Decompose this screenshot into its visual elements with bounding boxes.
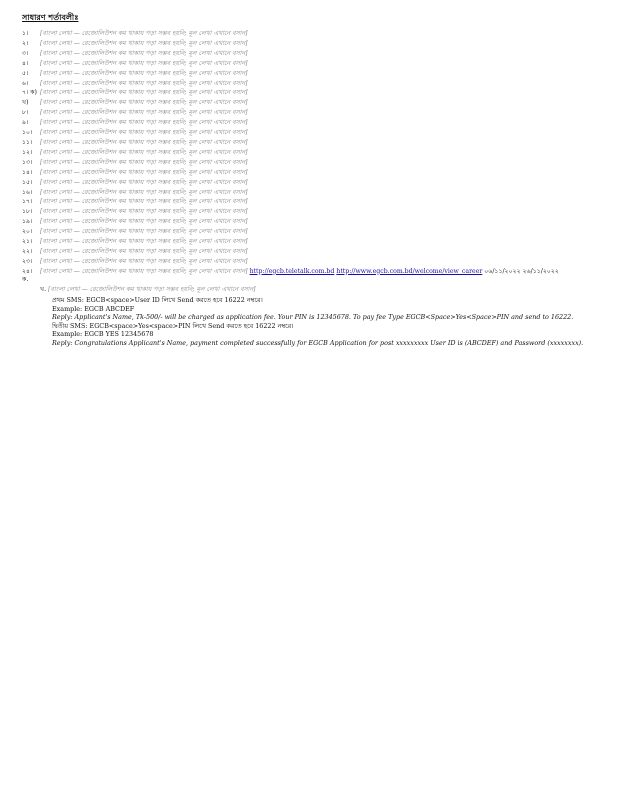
clause-item (22, 238, 602, 246)
clause-number: ১৮। (22, 208, 33, 216)
clause-item (22, 89, 602, 97)
sms-first-step: প্রথম SMS: EGCB<space>User ID লিখে Send করতে হবে 16222 নম্বরে। (52, 295, 263, 304)
clause-item (22, 258, 602, 266)
teletalk-link[interactable]: http://egcb.teletalk.com.bd (249, 267, 335, 275)
clause-placeholder: [বাংলা লেখা — রেজোলিউশন কম থাকায় পড়া সম্ভব হয়নি; মূল লেখা এখানে বসান] (40, 119, 248, 127)
clause-item (22, 179, 602, 187)
clause-item (22, 159, 602, 167)
clause-placeholder: [বাংলা লেখা — রেজোলিউশন কম থাকায় পড়া সম্ভব হয়নি; মূল লেখা এখানে বসান] (40, 49, 248, 57)
page-heading: সাধারণ শর্তাবলীঃ (22, 12, 79, 22)
clause-placeholder: [বাংলা লেখা — রেজোলিউশন কম থাকায় পড়া সম্ভব হয়নি; মূল লেখা এখানে বসান] (40, 39, 248, 47)
clause-placeholder: [বাংলা লেখা — রেজোলিউশন কম থাকায় পড়া সম্ভব হয়নি; মূল লেখা এখানে বসান] (40, 218, 248, 226)
clause-placeholder: [বাংলা লেখা — রেজোলিউশন কম থাকায় পড়া সম্ভব হয়নি; মূল লেখা এখানে বসান] (40, 138, 248, 146)
clause-placeholder: [বাংলা লেখা — রেজোলিউশন কম থাকায় পড়া সম্ভব হয়নি; মূল লেখা এখানে বসান] (40, 69, 248, 77)
career-link[interactable]: http://www.egcb.com.bd/welcome/view_career (336, 267, 483, 275)
clause-number: ৯। (22, 119, 29, 127)
sms-label: খ. (40, 286, 47, 294)
clause-placeholder: [বাংলা লেখা — রেজোলিউশন কম থাকায় পড়া সম্ভব হয়নি; মূল লেখা এখানে বসান] (40, 168, 248, 176)
clause-item (22, 189, 602, 197)
clause-placeholder: [বাংলা লেখা — রেজোলিউশন কম থাকায় পড়া সম্ভব হয়নি; মূল লেখা এখানে বসান] (40, 79, 248, 87)
clause-number: ৭। ক) (22, 89, 37, 97)
clause-number: ১৭। (22, 198, 33, 206)
clause-placeholder: [বাংলা লেখা — রেজোলিউশন কম থাকায় পড়া সম্ভব হয়নি; মূল লেখা এখানে বসান] (40, 158, 248, 166)
clause-placeholder: [বাংলা লেখা — রেজোলিউশন কম থাকায় পড়া সম্ভব হয়নি; মূল লেখা এখানে বসান] (40, 267, 248, 275)
sms-placeholder: [বাংলা লেখা — রেজোলিউশন কম থাকায় পড়া সম্ভব হয়নি; মূল লেখা এখানে বসান] (48, 286, 256, 294)
clause-number: ২২। (22, 247, 33, 255)
clause-item (22, 208, 602, 216)
clause-number: ২৪। ক. (22, 267, 33, 284)
clause-number: ১১। (22, 138, 33, 146)
clause-number: ১৯। (22, 218, 33, 226)
start-date: ০৬/১১/২০২২ (484, 267, 521, 275)
clause-item (22, 228, 602, 236)
clause-number: ১। (22, 30, 29, 37)
clause-placeholder: [বাংলা লেখা — রেজোলিউশন কম থাকায় পড়া সম্ভব হয়নি; মূল লেখা এখানে বসান] (40, 129, 248, 137)
clause-item (22, 218, 602, 226)
clause-item (22, 80, 602, 88)
clause-item (22, 119, 602, 127)
clause-placeholder: [বাংলা লেখা — রেজোলিউশন কম থাকায় পড়া সম্ভব হয়নি; মূল লেখা এখানে বসান] (40, 228, 248, 236)
clause-number: ১৩। (22, 158, 33, 166)
clause-item (22, 40, 602, 48)
sms-reply-2: Reply: Congratulations Applicant's Name, payment completed successfully for EGCB Application for post xxxxxxxxx User ID is (ABCDEF) and Password (xxxxxxxx). (52, 338, 584, 347)
clause-placeholder: [বাংলা লেখা — রেজোলিউশন কম থাকায় পড়া সম্ভব হয়নি; মূল লেখা এখানে বসান] (40, 59, 248, 67)
clause-placeholder: [বাংলা লেখা — রেজোলিউশন কম থাকায় পড়া সম্ভব হয়নি; মূল লেখা এখানে বসান] (40, 178, 248, 186)
clause-placeholder: [বাংলা লেখা — রেজোলিউশন কম থাকায় পড়া সম্ভব হয়নি; মূল লেখা এখানে বসান] (40, 238, 248, 246)
clause-text (40, 268, 602, 285)
clause-item (22, 99, 602, 107)
clause-number: ৩। (22, 49, 29, 57)
clause-item (22, 60, 602, 68)
clause-number: ৪। (22, 59, 29, 67)
clause-placeholder: [বাংলা লেখা — রেজোলিউশন কম থাকায় পড়া সম্ভব হয়নি; মূল লেখা এখানে বসান] (40, 247, 248, 255)
clause-item (22, 129, 602, 137)
clause-number: ১৬। (22, 188, 33, 196)
clause-number: ২৩। (22, 257, 33, 265)
clause-number: ১৪। (22, 168, 33, 176)
clause-item (22, 248, 602, 256)
clause-item (22, 149, 602, 157)
clause-number: ২। (22, 39, 29, 47)
clause-placeholder: [বাংলা লেখা — রেজোলিউশন কম থাকায় পড়া সম্ভব হয়নি; মূল লেখা এখানে বসান] (40, 89, 248, 97)
clause-number: ১০। (22, 129, 33, 137)
sms-clause (40, 286, 602, 294)
clause-item (22, 169, 602, 177)
clause-number: ১২। (22, 148, 33, 156)
clause-number: ৫। (22, 69, 29, 77)
clause-placeholder: [বাংলা লেখা — রেজোলিউশন কম থাকায় পড়া সম্ভব হয়নি; মূল লেখা এখানে বসান] (40, 99, 248, 107)
clause-item (22, 198, 602, 206)
clause-placeholder: [বাংলা লেখা — রেজোলিউশন কম থাকায় পড়া সম্ভব হয়নি; মূল লেখা এখানে বসান] (40, 109, 248, 117)
clause-number: ২০। (22, 228, 33, 236)
clause-item (22, 30, 602, 38)
clause-placeholder: [বাংলা লেখা — রেজোলিউশন কম থাকায় পড়া সম্ভব হয়নি; মূল লেখা এখানে বসান] (40, 188, 248, 196)
end-date: ২৬/১১/২০২২ (522, 267, 559, 275)
sms-second-step: দ্বিতীয় SMS: EGCB<space>Yes<space>PIN লিখে Send করতে হবে 16222 নম্বরে। (52, 321, 294, 330)
clause-placeholder: [বাংলা লেখা — রেজোলিউশন কম থাকায় পড়া সম্ভব হয়নি; মূল লেখা এখানে বসান] (40, 198, 248, 206)
clause-number: ১৫। (22, 178, 33, 186)
clause-item (22, 70, 602, 78)
sms-reply-1: Reply: Applicant's Name, Tk-500/- will be charged as application fee. Your PIN is 12345678. To pay fee Type EGCB<Space>Yes<Space>PIN and send to 16222. (52, 313, 574, 322)
clause-placeholder: [বাংলা লেখা — রেজোলিউশন কম থাকায় পড়া সম্ভব হয়নি; মূল লেখা এখানে বসান] (40, 148, 248, 156)
clause-placeholder: [বাংলা লেখা — রেজোলিউশন কম থাকায় পড়া সম্ভব হয়নি; মূল লেখা এখানে বসান] (40, 30, 248, 37)
sms-example-1: Example: EGCB ABCDEF (52, 304, 135, 313)
clause-number: ৮। (22, 109, 29, 117)
clause-placeholder: [বাংলা লেখা — রেজোলিউশন কম থাকায় পড়া সম্ভব হয়নি; মূল লেখা এখানে বসান] (40, 257, 248, 265)
clause-item (22, 139, 602, 147)
clause-placeholder: [বাংলা লেখা — রেজোলিউশন কম থাকায় পড়া সম্ভব হয়নি; মূল লেখা এখানে বসান] (40, 208, 248, 216)
clause-list (22, 30, 602, 266)
clause-number: ২১। (22, 238, 33, 246)
clause-item (22, 109, 602, 117)
clause-number: ৬। (22, 79, 29, 87)
clause-number: খ) (22, 99, 29, 107)
apply-clause (22, 268, 602, 285)
sms-example-2: Example: EGCB YES 12345678 (52, 330, 154, 339)
clause-item (22, 50, 602, 58)
